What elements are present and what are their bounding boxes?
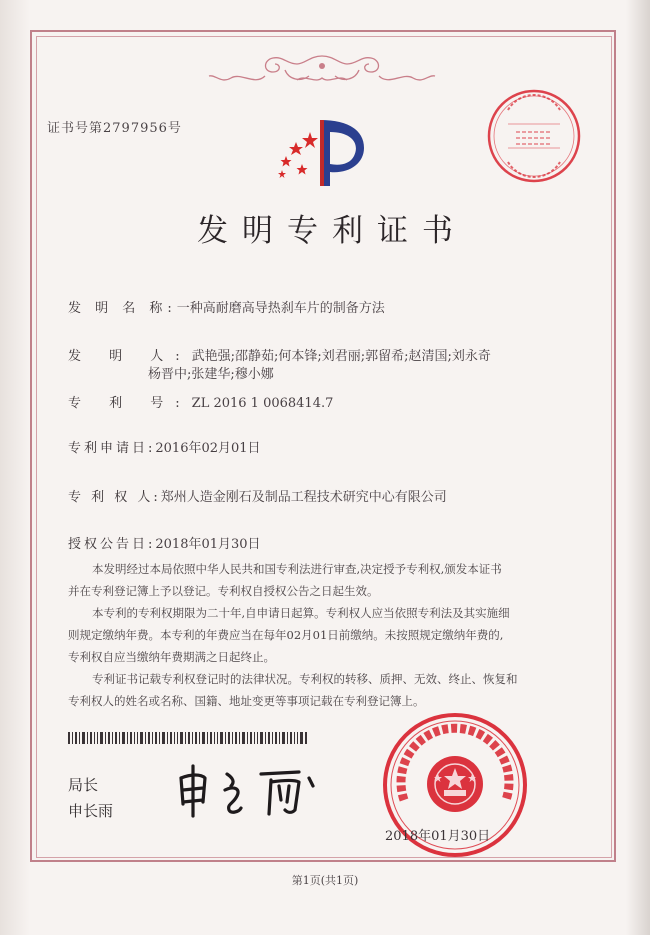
invention-name-row <box>68 297 385 316</box>
certificate-number: 证书号第2797956号 <box>47 121 182 136</box>
office-stamp-seal-icon <box>486 88 582 184</box>
invention-name-label: 发 明 名 称: <box>68 301 177 316</box>
patentee-row <box>68 486 447 505</box>
application-date-row <box>68 437 261 456</box>
director-name: 申长雨 <box>68 802 114 820</box>
director-title: 局长 <box>68 776 99 794</box>
certificate-body-text <box>68 558 548 712</box>
certificate-title: 发明专利证书 <box>197 213 467 249</box>
body-paragraph-3-line-1: 专利证书记载专利权登记时的法律状况。专利权的转移、质押、无效、终止、恢复和 <box>92 672 518 686</box>
patent-office-emblem-icon <box>268 112 368 192</box>
body-paragraph-2-line-2: 则规定缴纳年费。本专利的年费应当在每年02月01日前缴纳。未按照规定缴纳年费的, <box>68 628 504 642</box>
barcode-icon <box>68 732 308 744</box>
body-paragraph-1-line-2: 并在专利登记簿上予以登记。专利权自授权公告之日起生效。 <box>68 584 379 598</box>
application-date-label: 专利申请日: <box>68 441 156 456</box>
body-paragraph-2-line-1: 本专利的专利权期限为二十年,自申请日起算。专利权人应当依照专利法及其实施细 <box>92 606 510 620</box>
patent-number-row <box>68 392 333 411</box>
seal-date: 2018年01月30日 <box>385 829 491 844</box>
patent-number-label: 专 利 号: <box>68 396 192 411</box>
grant-date-value: 2018年01月30日 <box>155 537 261 552</box>
body-paragraph-2-line-3: 专利权自应当缴纳年费期满之日起终止。 <box>68 650 275 664</box>
page-number: 第1页(共1页) <box>291 874 359 887</box>
page-shadow-left <box>0 0 30 935</box>
inventors-value-line2: 杨晋中;张建华;穆小娜 <box>148 367 274 382</box>
page-shadow-right <box>626 0 650 935</box>
application-date-value: 2016年02月01日 <box>155 441 261 456</box>
patent-number-value: ZL 2016 1 0068414.7 <box>191 396 334 411</box>
inventors-row-2 <box>148 363 274 382</box>
inventors-row <box>68 345 491 364</box>
grant-date-row <box>68 533 261 552</box>
grant-date-label: 授权公告日: <box>68 537 156 552</box>
inventors-value-line1: 武艳强;邵静茹;何本锋;刘君丽;郭留希;赵清国;刘永奇 <box>191 349 491 364</box>
inventors-label: 发 明 人: <box>68 349 192 364</box>
body-paragraph-1-line-1: 本发明经过本局依照中华人民共和国专利法进行审查,决定授予专利权,颁发本证书 <box>92 562 502 576</box>
invention-name-value: 一种高耐磨高导热刹车片的制备方法 <box>176 301 385 316</box>
director-signature-icon <box>175 760 325 820</box>
patentee-label: 专 利 权 人: <box>68 490 161 505</box>
scroll-ornament-icon <box>205 50 439 90</box>
patentee-value: 郑州人造金刚石及制品工程技术研究中心有限公司 <box>160 490 447 505</box>
body-paragraph-3-line-2: 专利权人的姓名或名称、国籍、地址变更等事项记载在专利登记簿上。 <box>68 694 425 708</box>
